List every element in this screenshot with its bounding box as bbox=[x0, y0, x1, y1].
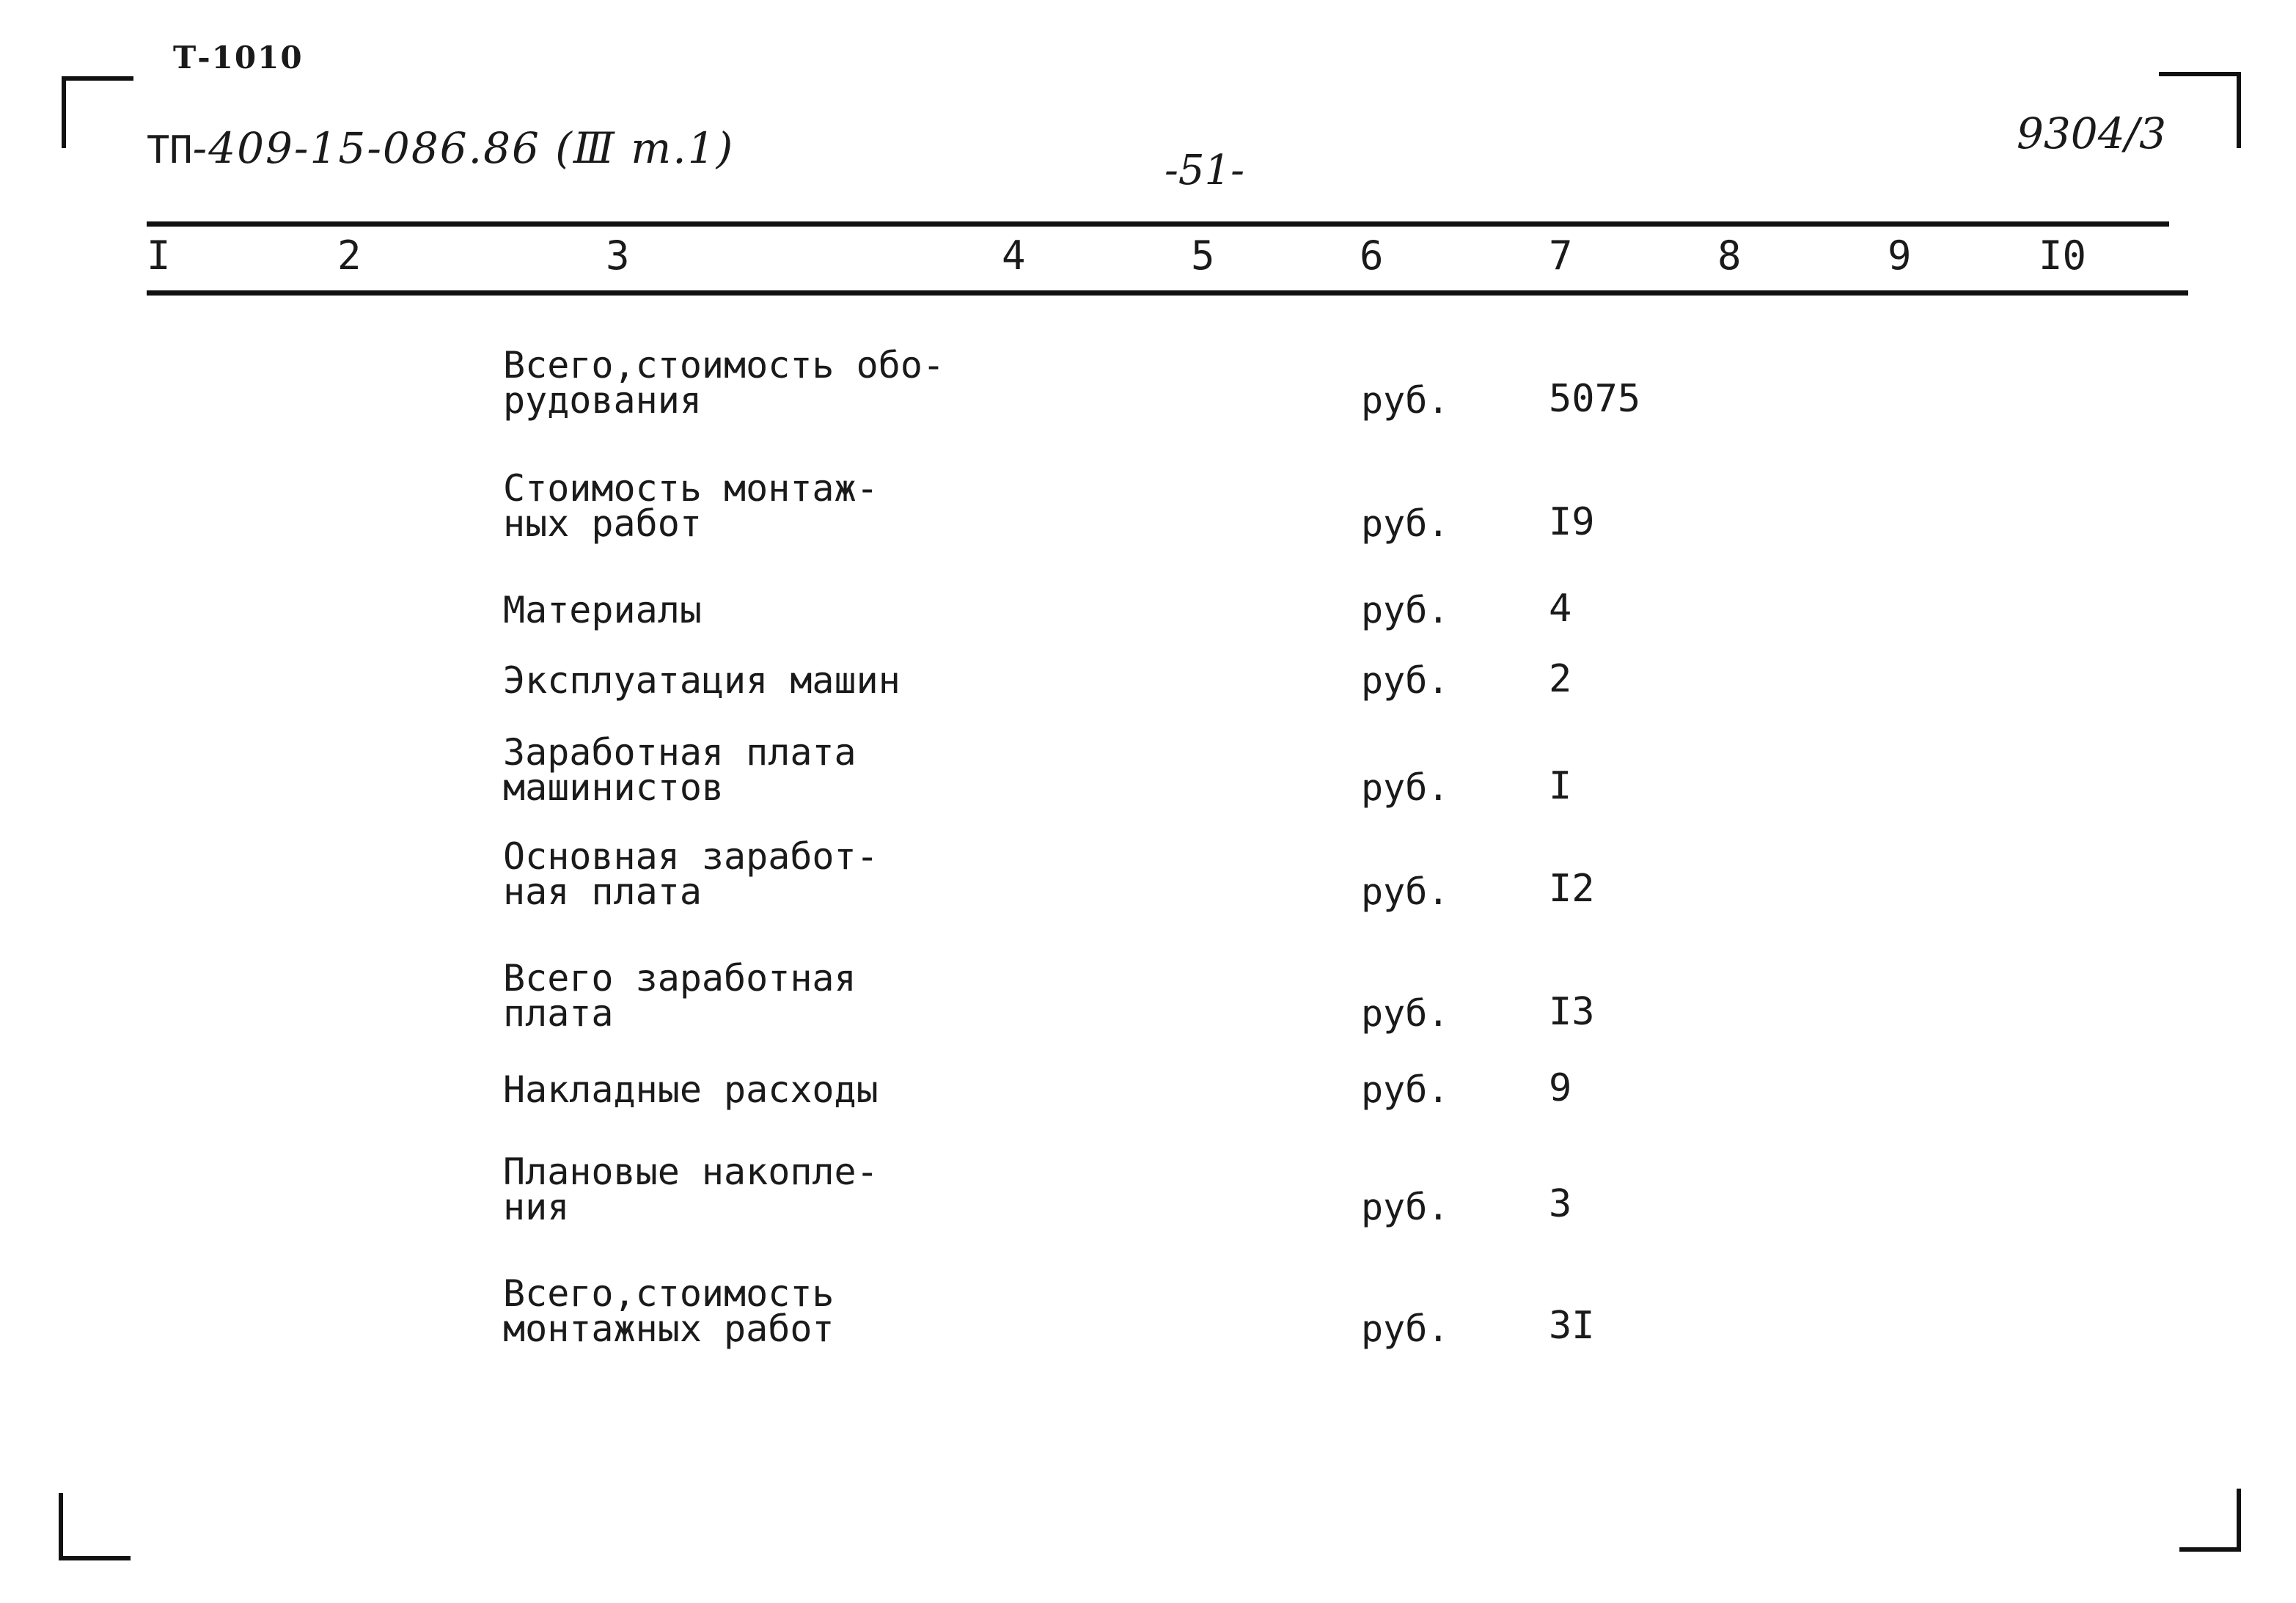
row-unit: руб. bbox=[1361, 502, 1450, 545]
row-unit: руб. bbox=[1361, 589, 1450, 631]
row-unit: руб. bbox=[1361, 766, 1450, 809]
row-label-line: Всего,стоимость bbox=[503, 1272, 835, 1315]
sheet-number: 9304/3 bbox=[2017, 109, 2167, 158]
row-label-line: Стоимость монтаж- bbox=[503, 467, 879, 510]
row-value: 2 bbox=[1549, 657, 1572, 701]
row-unit: руб. bbox=[1361, 379, 1450, 422]
table-top-rule bbox=[147, 221, 2169, 227]
row-label bbox=[503, 835, 879, 913]
row-label-line: Основная заработ- bbox=[503, 835, 879, 878]
row-label-line: Накладные расходы bbox=[503, 1068, 879, 1111]
row-value: 3 bbox=[1549, 1182, 1572, 1226]
row-value: 9 bbox=[1549, 1066, 1572, 1110]
page-number: -51- bbox=[1164, 147, 1245, 194]
corner-mark-bottom-right-v bbox=[2237, 1489, 2241, 1552]
row-unit: руб. bbox=[1361, 992, 1450, 1035]
column-header-8: 8 bbox=[1717, 232, 1742, 279]
row-value: I bbox=[1549, 764, 1572, 808]
column-header-7: 7 bbox=[1549, 232, 1573, 279]
row-label bbox=[503, 659, 901, 702]
row-label bbox=[503, 731, 857, 809]
row-label-line: машинистов bbox=[503, 766, 725, 809]
corner-mark-bottom-left-v bbox=[59, 1493, 63, 1560]
corner-mark-bottom-right-h bbox=[2179, 1547, 2241, 1552]
column-header-4: 4 bbox=[1002, 232, 1026, 279]
row-label-line: ная плата bbox=[503, 870, 702, 913]
row-value: I3 bbox=[1549, 990, 1595, 1034]
column-header-9: 9 bbox=[1888, 232, 1912, 279]
corner-mark-top-right-v bbox=[2237, 72, 2241, 148]
row-label-line: ния bbox=[503, 1186, 570, 1228]
row-label-line: монтажных работ bbox=[503, 1307, 835, 1350]
row-label bbox=[503, 1272, 835, 1350]
row-label bbox=[503, 467, 879, 545]
corner-mark-top-right-h bbox=[2159, 72, 2241, 76]
document-code-handwritten: -409-15-086.86 (Ⅲ т.1) bbox=[192, 123, 735, 173]
row-unit: руб. bbox=[1361, 1307, 1450, 1350]
row-value: 4 bbox=[1549, 587, 1572, 631]
column-header-1: I bbox=[147, 232, 171, 279]
row-unit: руб. bbox=[1361, 1068, 1450, 1111]
stamp-label: Т-1010 bbox=[173, 40, 304, 76]
row-value: I9 bbox=[1549, 500, 1595, 544]
document-code-prefix: ТП bbox=[147, 128, 193, 172]
row-label-line: Всего,стоимость обо- bbox=[503, 344, 945, 386]
row-label bbox=[503, 589, 702, 631]
column-header-6: 6 bbox=[1360, 232, 1384, 279]
column-header-3: 3 bbox=[606, 232, 630, 279]
corner-mark-bottom-left-h bbox=[59, 1556, 131, 1560]
row-value: I2 bbox=[1549, 867, 1595, 911]
row-unit: руб. bbox=[1361, 1186, 1450, 1228]
row-label bbox=[503, 957, 857, 1035]
row-label-line: Всего заработная bbox=[503, 957, 857, 999]
row-label-line: плата bbox=[503, 992, 614, 1035]
row-label-line: Плановые накопле- bbox=[503, 1151, 879, 1193]
row-label bbox=[503, 1151, 879, 1228]
row-label-line: Материалы bbox=[503, 589, 702, 631]
corner-mark-top-left-v bbox=[62, 76, 66, 148]
row-label bbox=[503, 344, 945, 422]
row-unit: руб. bbox=[1361, 870, 1450, 913]
row-label-line: Заработная плата bbox=[503, 731, 857, 774]
row-value: 3I bbox=[1549, 1304, 1595, 1348]
column-header-10: I0 bbox=[2039, 232, 2087, 279]
column-header-5: 5 bbox=[1191, 232, 1215, 279]
row-label-line: Эксплуатация машин bbox=[503, 659, 901, 702]
row-label-line: рудования bbox=[503, 379, 702, 422]
row-label-line: ных работ bbox=[503, 502, 702, 545]
column-header-2: 2 bbox=[337, 232, 362, 279]
table-header-bottom-rule bbox=[147, 290, 2188, 296]
document-code bbox=[147, 123, 734, 173]
corner-mark-top-left-h bbox=[62, 76, 133, 81]
row-value: 5075 bbox=[1549, 377, 1641, 421]
row-label bbox=[503, 1068, 879, 1111]
row-unit: руб. bbox=[1361, 659, 1450, 702]
